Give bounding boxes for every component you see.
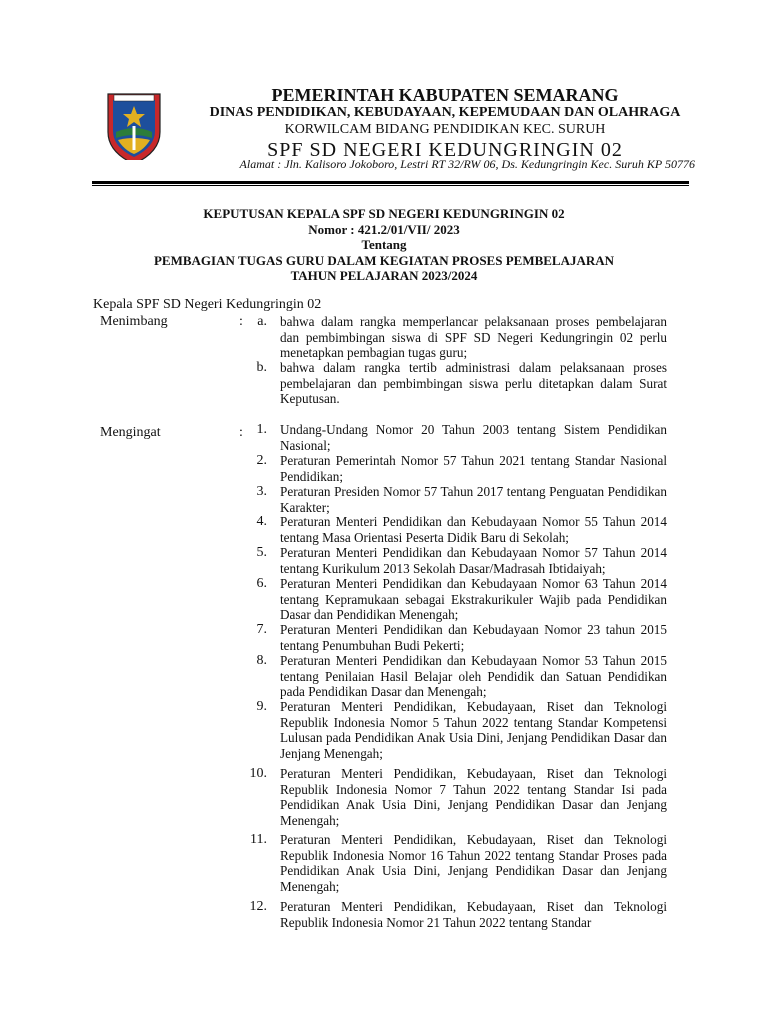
mengingat-colon: : bbox=[239, 425, 243, 440]
mengingat-item-number: 5. bbox=[256, 545, 267, 560]
mengingat-item-text: Peraturan Menteri Pendidikan, Kebudayaan, Riset dan Teknologi Republik Indonesia Nomor 21 Tahun 2022 tentang Standar bbox=[280, 899, 667, 930]
decree-tentang: Tentang bbox=[361, 237, 407, 252]
menimbang-item-mark: b. bbox=[256, 360, 267, 375]
decree-subject: PEMBAGIAN TUGAS GURU DALAM KEGIATAN PROSES PEMBELAJARAN bbox=[153, 252, 615, 268]
menimbang-item-text: bahwa dalam rangka tertib administrasi dalam pelaksanaan proses pembelajaran dan pembimbingan siswa perlu ditetapkan dalam Surat Keputusan. bbox=[280, 360, 667, 406]
mengingat-label: Mengingat bbox=[100, 425, 161, 440]
mengingat-item-number: 7. bbox=[256, 622, 267, 637]
mengingat-item-number: 11. bbox=[250, 832, 267, 847]
menimbang-label: Menimbang bbox=[100, 314, 168, 329]
mengingat-item-number: 4. bbox=[256, 514, 267, 529]
mengingat-item-text: Peraturan Menteri Pendidikan, Kebudayaan, Riset dan Teknologi Republik Indonesia Nomor 5 Tahun 2022 tentang Standar Kompetensi Lulusan pada Pendidikan Anak Usia Dini, Jenjang Pendidikan Dasar dan Jenjang Menengah; bbox=[280, 699, 667, 761]
menimbang-colon: : bbox=[239, 314, 243, 329]
mengingat-item-text: Peraturan Menteri Pendidikan, Kebudayaan, Riset dan Teknologi Republik Indonesia Nomor 7 Tahun 2022 tentang Standar Isi pada Pendidikan Anak Usia Dini, Jenjang Pendidikan Dasar dan Jenjang Menengah; bbox=[280, 766, 667, 828]
letterhead bbox=[0, 0, 768, 190]
mengingat-item-text: Peraturan Menteri Pendidikan, Kebudayaan, Riset dan Teknologi Republik Indonesia Nomor 16 Tahun 2022 tentang Standar Proses pada Pendidikan Anak Usia Dini, Jenjang Pendidikan Dasar dan Jenjang Menengah; bbox=[280, 832, 667, 894]
mengingat-item-number: 9. bbox=[256, 699, 267, 714]
header-divider-thin bbox=[92, 185, 689, 186]
mengingat-item-number: 8. bbox=[256, 653, 267, 668]
mengingat-item-text: Peraturan Menteri Pendidikan dan Kebudayaan Nomor 57 Tahun 2014 tentang Kurikulum 2013 Sekolah Dasar/Madrasah Ibtidaiyah; bbox=[280, 545, 667, 576]
menimbang-item-mark: a. bbox=[257, 314, 267, 329]
header-government-line: PEMERINTAH KABUPATEN SEMARANG bbox=[271, 85, 619, 105]
mengingat-item-text: Peraturan Menteri Pendidikan dan Kebudayaan Nomor 53 Tahun 2015 tentang Penilaian Hasil Belajar oleh Pendidik dan Satuan Pendidikan pada Pendidikan Dasar dan Menengah; bbox=[280, 653, 667, 699]
mengingat-item-number: 12. bbox=[249, 899, 267, 914]
mengingat-item-text: Peraturan Menteri Pendidikan dan Kebudayaan Nomor 63 Tahun 2014 tentang Kepramukaan sebagai Ekstrakurikuler Wajib pada Pendidikan Dasar dan Pendidikan Menengah; bbox=[280, 576, 667, 622]
decree-number: Nomor : 421.2/01/VII/ 2023 bbox=[308, 221, 460, 237]
header-agency-line: DINAS PENDIDIKAN, KEBUDAYAAN, KEPEMUDAAN DAN OLAHRAGA bbox=[209, 105, 681, 120]
mengingat-item-text: Peraturan Menteri Pendidikan dan Kebudayaan Nomor 23 tahun 2015 tentang Penumbuhan Budi Pekerti; bbox=[280, 622, 667, 653]
mengingat-item-text: Peraturan Pemerintah Nomor 57 Tahun 2021 tentang Standar Nasional Pendidikan; bbox=[280, 453, 667, 484]
mengingat-item-text: Undang-Undang Nomor 20 Tahun 2003 tentang Sistem Pendidikan Nasional; bbox=[280, 422, 667, 453]
mengingat-item-number: 2. bbox=[256, 453, 267, 468]
mengingat-item-number: 6. bbox=[256, 576, 267, 591]
regency-crest-logo bbox=[104, 88, 164, 168]
mengingat-item-text: Peraturan Menteri Pendidikan dan Kebudayaan Nomor 55 Tahun 2014 tentang Masa Orientasi Peserta Didik Baru di Sekolah; bbox=[280, 514, 667, 545]
mengingat-item-number: 3. bbox=[256, 484, 267, 499]
decree-title-block bbox=[100, 206, 668, 284]
header-korwilcam-line: KORWILCAM BIDANG PENDIDIKAN KEC. SURUH bbox=[284, 122, 606, 137]
menimbang-item-text: bahwa dalam rangka memperlancar pelaksanaan proses pembelajaran dan pembimbingan siswa di SPF SD Negeri Kedungringin 02 perlu menetapkan pembagian tugas guru; bbox=[280, 314, 667, 360]
header-address: Alamat : Jln. Kalisoro Jokoboro, Lestri RT 32/RW 06, Ds. Kedungringin Kec. Suruh KP 50776 bbox=[239, 157, 695, 171]
opening-line: Kepala SPF SD Negeri Kedungringin 02 bbox=[93, 297, 322, 312]
decree-school-year: TAHUN PELAJARAN 2023/2024 bbox=[290, 268, 478, 283]
mengingat-item-text: Peraturan Presiden Nomor 57 Tahun 2017 tentang Penguatan Pendidikan Karakter; bbox=[280, 484, 667, 515]
header-school-name: SPF SD NEGERI KEDUNGRINGIN 02 bbox=[267, 139, 623, 161]
decree-title: KEPUTUSAN KEPALA SPF SD NEGERI KEDUNGRINGIN 02 bbox=[203, 206, 565, 221]
mengingat-item-number: 10. bbox=[249, 766, 267, 781]
header-divider-thick bbox=[92, 181, 689, 184]
mengingat-item-number: 1. bbox=[256, 422, 267, 437]
